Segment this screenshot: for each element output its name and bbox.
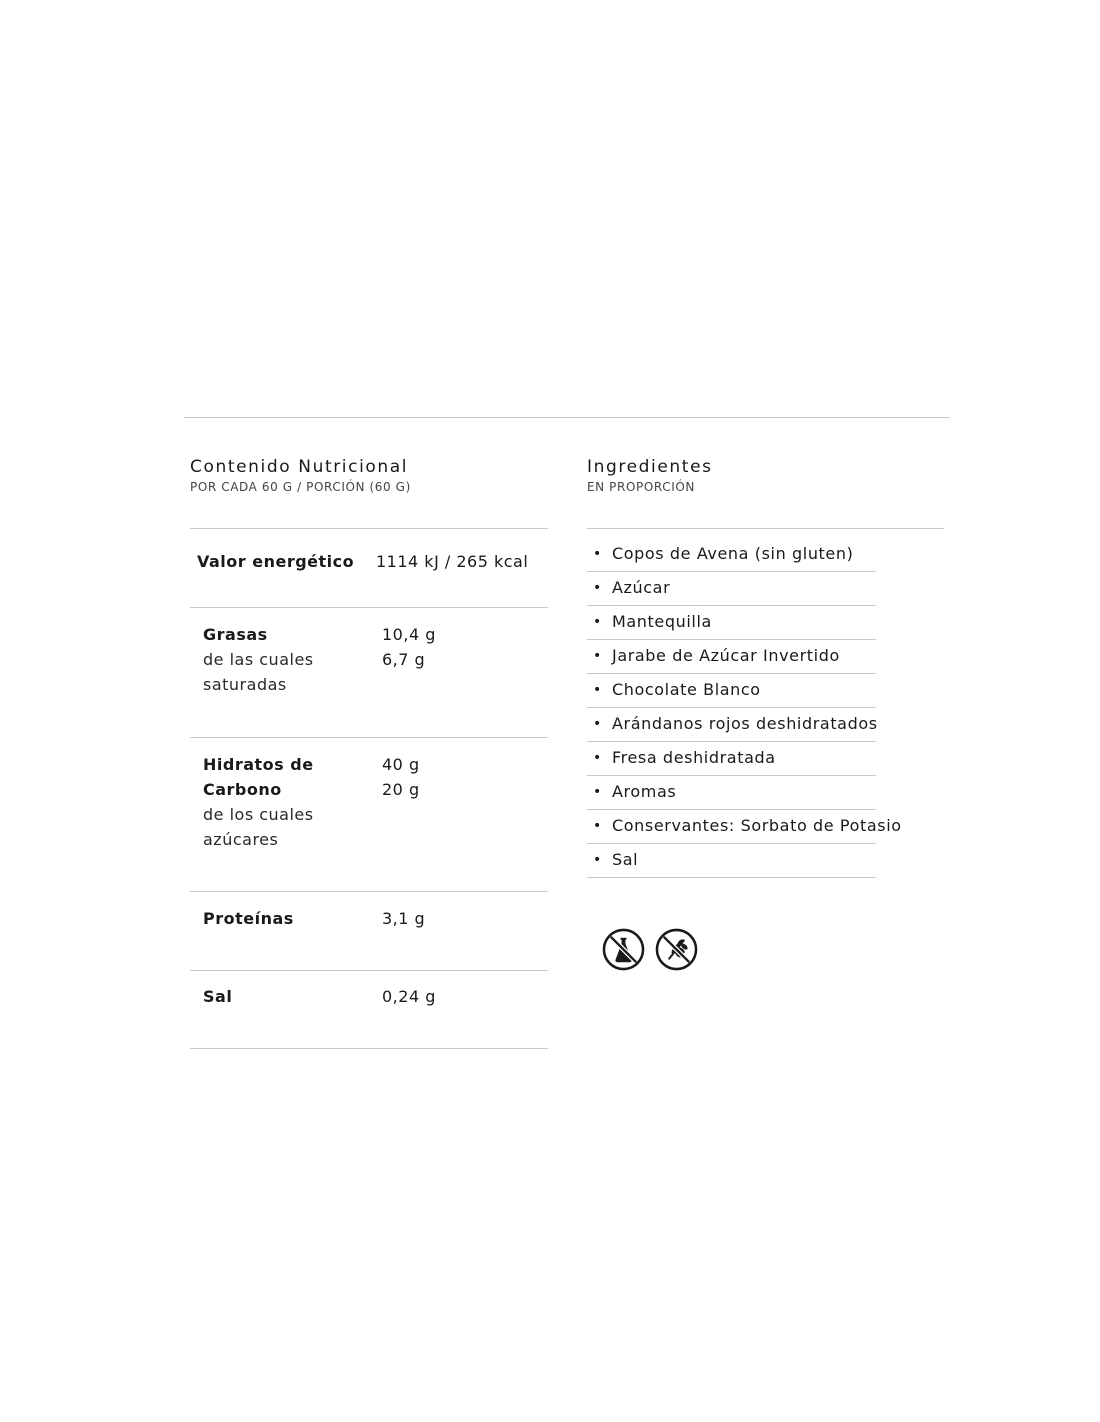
bullet-icon: • bbox=[593, 614, 602, 630]
nutrient-subvalue: 6,7 g bbox=[382, 650, 426, 669]
ingredient-text: Aromas bbox=[612, 782, 677, 801]
bullet-icon: • bbox=[593, 784, 602, 800]
ingredient-text: Fresa deshidratada bbox=[612, 748, 776, 767]
nutrition-subtitle: POR CADA 60 G / PORCIÓN (60 G) bbox=[190, 480, 411, 494]
bullet-icon: • bbox=[593, 716, 602, 732]
nutrient-value: 3,1 g bbox=[382, 909, 426, 928]
ingredients-title: Ingredientes bbox=[587, 457, 713, 477]
bullet-icon: • bbox=[593, 818, 602, 834]
ingredient-text: Chocolate Blanco bbox=[612, 680, 761, 699]
list-item bbox=[587, 572, 876, 606]
ingredients-list bbox=[587, 538, 902, 878]
lactose-free-icon bbox=[602, 928, 645, 971]
nutrient-name: Proteínas bbox=[203, 909, 294, 928]
nutrition-title: Contenido Nutricional bbox=[190, 457, 409, 477]
bullet-icon: • bbox=[593, 580, 602, 596]
nutrient-name: Grasas bbox=[203, 625, 268, 644]
table-row bbox=[190, 891, 548, 970]
top-divider bbox=[184, 417, 950, 418]
list-item bbox=[587, 776, 876, 810]
nutrient-subname: de las cuales saturadas bbox=[203, 650, 314, 694]
bullet-icon: • bbox=[593, 546, 602, 562]
nutrient-name: Valor energético bbox=[197, 552, 355, 571]
nutrition-table bbox=[190, 528, 548, 1049]
bullet-icon: • bbox=[593, 682, 602, 698]
bullet-icon: • bbox=[593, 648, 602, 664]
list-item bbox=[587, 606, 876, 640]
table-row bbox=[190, 607, 548, 737]
list-item bbox=[587, 844, 876, 878]
list-item bbox=[587, 640, 876, 674]
nutrient-value: 0,24 g bbox=[382, 987, 436, 1006]
nutrient-value: 1114 kJ / 265 kcal bbox=[376, 552, 529, 571]
ingredient-text: Conservantes: Sorbato de Potasio bbox=[612, 816, 902, 835]
ingredient-text: Copos de Avena (sin gluten) bbox=[612, 544, 854, 563]
ingredient-text: Jarabe de Azúcar Invertido bbox=[612, 646, 840, 665]
list-item bbox=[587, 538, 876, 572]
ingredient-text: Azúcar bbox=[612, 578, 671, 597]
nutrient-name: Hidratos de Carbono bbox=[203, 755, 314, 799]
list-item bbox=[587, 742, 876, 776]
table-row bbox=[190, 528, 548, 607]
list-item bbox=[587, 674, 876, 708]
gluten-free-icon bbox=[655, 928, 698, 971]
nutrient-name: Sal bbox=[203, 987, 233, 1006]
bullet-icon: • bbox=[593, 750, 602, 766]
ingredients-subtitle: EN PROPORCIÓN bbox=[587, 480, 695, 494]
nutrient-value: 10,4 g bbox=[382, 625, 436, 644]
nutrition-header bbox=[190, 456, 411, 495]
nutrient-subvalue: 20 g bbox=[382, 780, 420, 799]
ingredient-text: Sal bbox=[612, 850, 639, 869]
ingredients-divider bbox=[587, 528, 944, 529]
diet-badges bbox=[602, 928, 698, 971]
nutrient-value: 40 g bbox=[382, 755, 420, 774]
table-row bbox=[190, 737, 548, 891]
bullet-icon: • bbox=[593, 852, 602, 868]
ingredients-header bbox=[587, 456, 713, 495]
list-item bbox=[587, 810, 902, 844]
nutrient-subname: de los cuales azúcares bbox=[203, 805, 314, 849]
ingredient-text: Arándanos rojos deshidratados bbox=[612, 714, 878, 733]
ingredient-text: Mantequilla bbox=[612, 612, 712, 631]
list-item bbox=[587, 708, 876, 742]
table-row bbox=[190, 970, 548, 1049]
